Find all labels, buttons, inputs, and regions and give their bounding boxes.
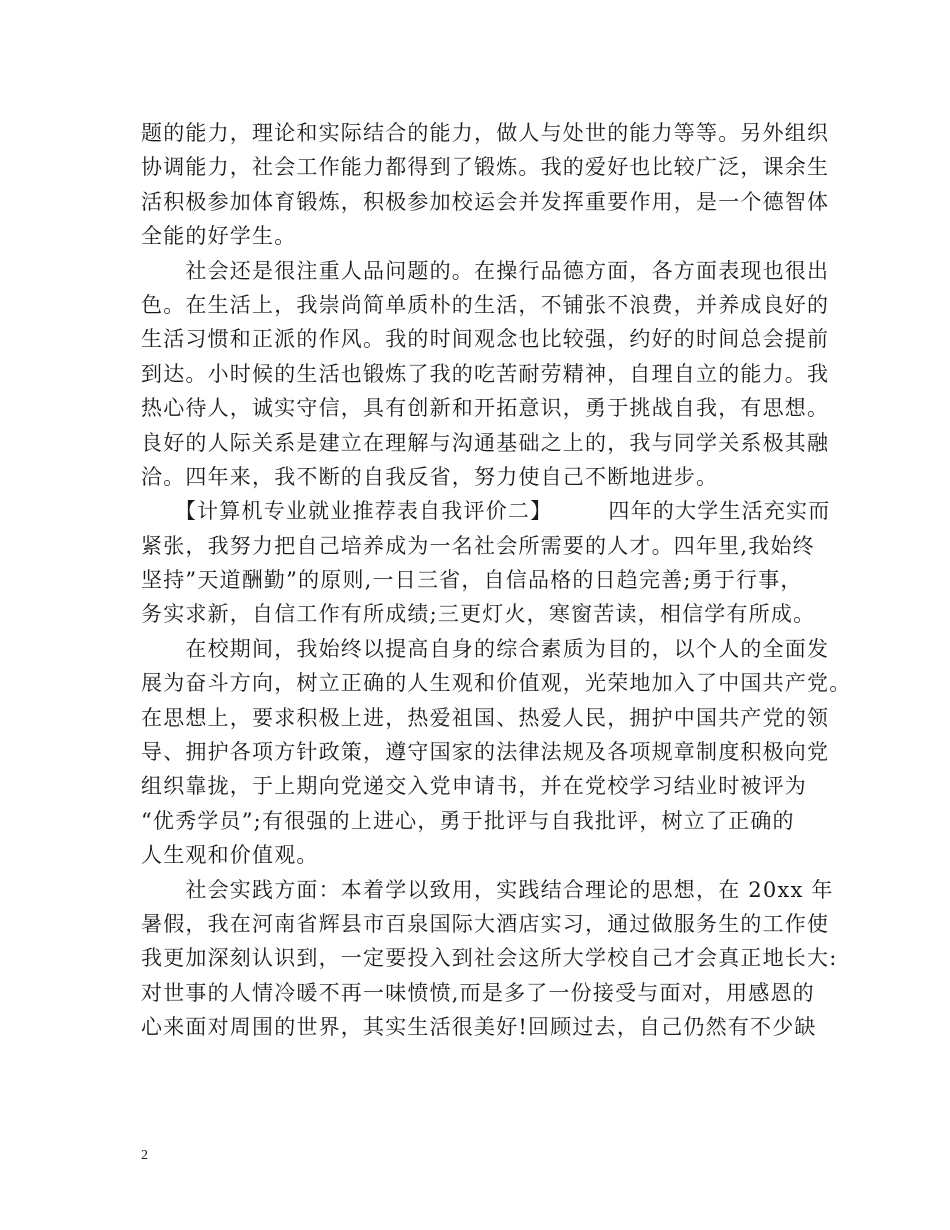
text-line: 协调能力，社会工作能力都得到了锻炼。我的爱好也比较广泛，课余生 bbox=[141, 155, 830, 180]
text-line: 务实求新，自信工作有所成绩;三更灯火，寒窗苦读，相信学有所成。 bbox=[141, 602, 816, 627]
text-line: 色。在生活上，我崇尚简单质朴的生活，不铺张不浪费，并养成良好的 bbox=[141, 292, 830, 317]
text-line: 全能的好学生。 bbox=[141, 224, 297, 249]
text-line: 心来面对周围的世界，其实生活很美好!回顾过去，自己仍然有不少缺 bbox=[141, 1015, 817, 1040]
text-line: “优秀学员”;有很强的上进心，勇于批评与自我批评，树立了正确的 bbox=[141, 808, 795, 833]
text-line: 活积极参加体育锻炼，积极参加校运会并发挥重要作用，是一个德智体 bbox=[141, 189, 830, 214]
text-line: 洽。四年来，我不断的自我反省，努力使自己不断地进步。 bbox=[141, 464, 719, 489]
text-line: 暑假，我在河南省辉县市百泉国际大酒店实习，通过做服务生的工作使 bbox=[141, 911, 830, 936]
text-line: 在思想上，要求积极上进，热爱祖国、热爱人民，拥护中国共产党的领 bbox=[141, 705, 830, 730]
page-number: 2 bbox=[141, 1148, 148, 1163]
text-line: 组织靠拢，于上期向党递交入党申请书，并在党校学习结业时被评为 bbox=[141, 774, 807, 799]
text-line: 在校期间，我始终以提高自身的综合素质为目的，以个人的全面发 bbox=[141, 636, 830, 661]
text-line: 社会实践方面：本着学以致用，实践结合理论的思想，在 20xx 年 bbox=[141, 877, 834, 902]
text-line: 社会还是很注重人品问题的。在操行品德方面，各方面表现也很出 bbox=[141, 258, 830, 283]
text-line: 题的能力，理论和实际结合的能力，做人与处世的能力等等。另外组织 bbox=[141, 121, 830, 145]
section-heading-line: 【计算机专业就业推荐表自我评价二】 四年的大学生活充实而 bbox=[141, 499, 831, 524]
text-line: 到达。小时候的生活也锻炼了我的吃苦耐劳精神，自理自立的能力。我 bbox=[141, 361, 830, 386]
text-line: 我更加深刻认识到，一定要投入到社会这所大学校自己才会真正地长大: bbox=[141, 946, 838, 971]
text-line: 导、拥护各项方针政策，遵守国家的法律法规及各项规章制度积极向党 bbox=[141, 740, 830, 765]
text-line: 生活习惯和正派的作风。我的时间观念也比较强，约好的时间总会提前 bbox=[141, 327, 830, 352]
text-line: 对世事的人情冷暖不再一味愤愤,而是多了一份接受与面对，用感恩的 bbox=[141, 980, 815, 1005]
body-text bbox=[141, 116, 852, 1045]
text-line: 热心待人，诚实守信，具有创新和开拓意识，勇于挑战自我，有思想。 bbox=[141, 396, 830, 421]
text-line: 人生观和价值观。 bbox=[141, 843, 319, 868]
text-line: 展为奋斗方向，树立正确的人生观和价值观，光荣地加入了中国共产党。 bbox=[141, 671, 852, 696]
text-line: 良好的人际关系是建立在理解与沟通基础之上的，我与同学关系极其融 bbox=[141, 430, 830, 455]
text-line: 紧张，我努力把自己培养成为一名社会所需要的人才。四年里,我始终 bbox=[141, 533, 815, 558]
text-line: 坚持”天道酬勤”的原则,一日三省，自信品格的日趋完善;勇于行事， bbox=[141, 568, 803, 593]
